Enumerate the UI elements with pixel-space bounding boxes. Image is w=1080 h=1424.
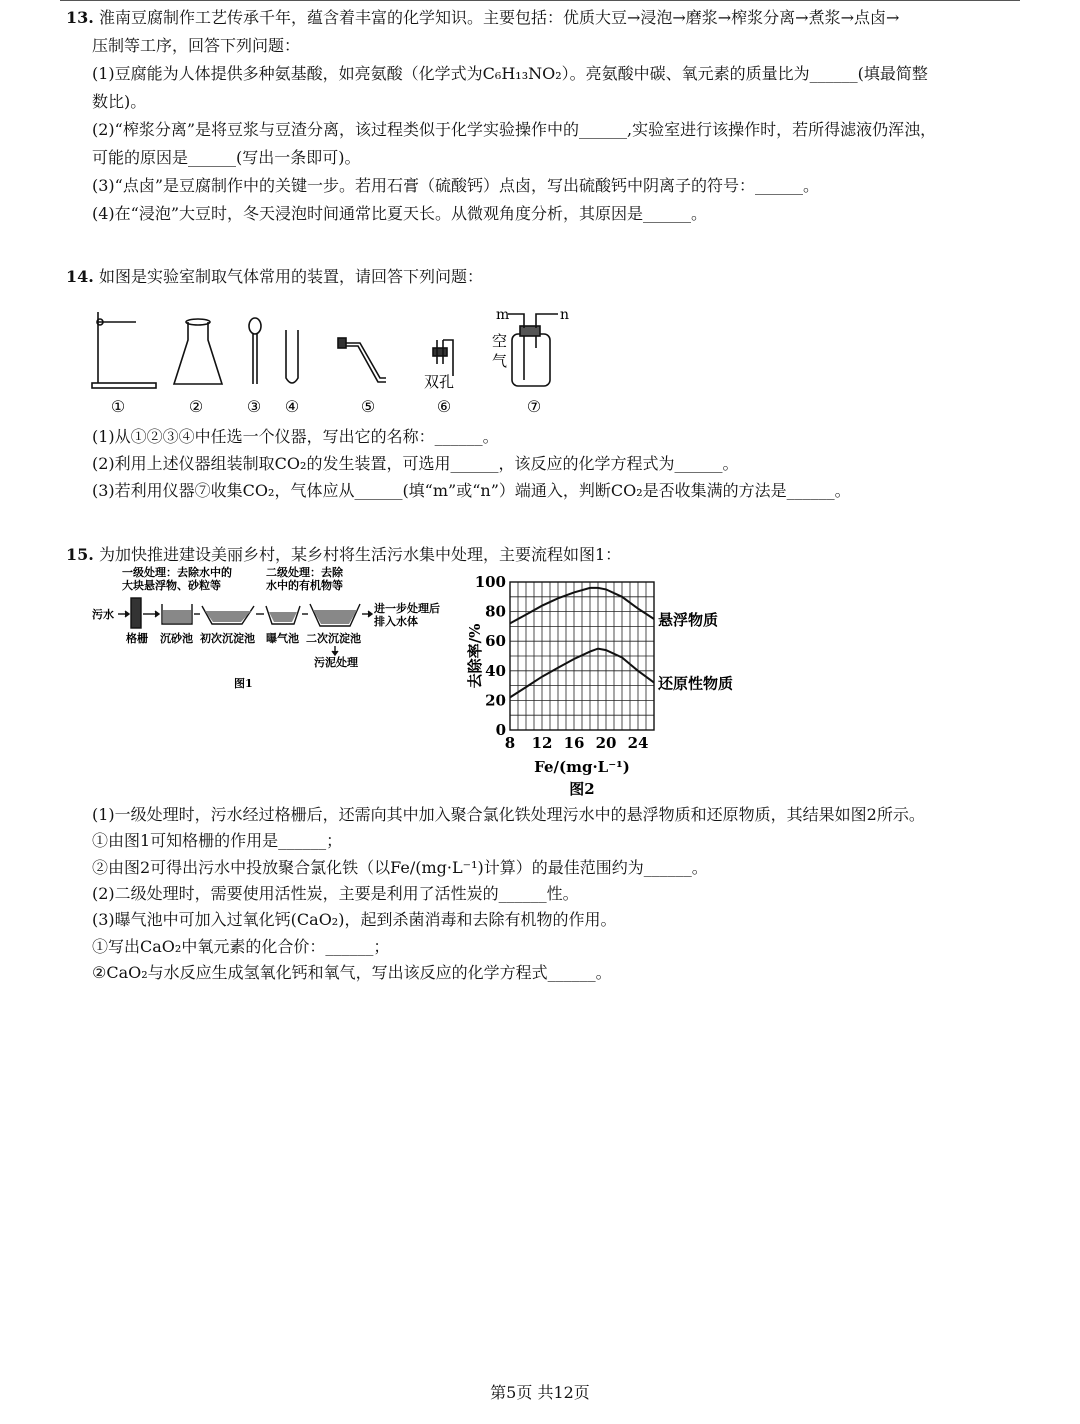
x-axis-label: Fe/(mg·L⁻¹) [534,758,630,776]
q15-part1: (1)一级处理时，污水经过格栅后，还需向其中加入聚合氯化铁处理污水中的悬浮物质和还原物质，其结果如图2所示。 [92,805,925,824]
sewage-label: 污水 [92,608,114,621]
label-7: ⑦ [526,397,542,416]
q13-part2-cont: 可能的原因是______(写出一条即可)。 [92,148,361,167]
output-label-a: 进一步处理后 [374,602,440,615]
lab-apparatus-figure [88,300,578,422]
y-tick-label: 80 [485,602,506,621]
unit-grating: 格栅 [126,632,148,645]
top-rule [60,0,1020,1]
double-hole-stopper-icon [433,340,453,376]
series-label-1: 悬浮物质 [658,611,719,629]
x-tick-label: 24 [627,734,649,752]
test-tube-icon [286,330,298,383]
label-5: ⑤ [360,397,376,416]
q14-stem: 如图是实验室制取气体常用的装置，请回答下列问题： [98,267,483,286]
unit-secondary-sedimentation: 二次沉淀池 [306,632,361,645]
unit-primary-sedimentation: 初次沉淀池 [200,632,255,645]
series-label-2: 还原性物质 [658,674,734,693]
q13-line2: 压制等工序，回答下列问题： [92,36,301,55]
unit-grit-chamber: 沉砂池 [160,632,193,645]
q13-stem: 淮南豆腐制作工艺传承千年，蕴含着丰富的化学知识。主要包括：优质大豆→浸泡→磨浆→榨浆分离→煮浆→点卤→ [98,8,900,27]
label-4: ④ [284,397,300,416]
q13-number: 13. [66,8,94,27]
gas-collecting-bottle-icon [508,314,558,386]
q14-line1 [66,266,483,288]
bent-delivery-tube-icon [338,338,386,382]
treatment-flow-figure-1 [88,566,468,696]
primary-label-b: 大块悬浮物、砂粒等 [122,579,221,592]
q14-number: 14. [66,267,94,286]
q14-part3: (3)若利用仪器⑦收集CO₂，气体应从______(填“m”或“n”）端通入，判断CO₂是否收集满的方法是______。 [92,481,851,500]
x-tick-label: 16 [563,734,585,752]
grating-icon [131,598,141,628]
x-tick-label: 20 [595,734,617,752]
q14-part1: (1)从①②③④中任选一个仪器，写出它的名称：______。 [92,427,499,446]
air-label-2: 气 [492,352,508,370]
y-axis-label: 去除率/% [466,623,484,689]
conical-flask-icon [174,319,222,384]
q15-part1a: ①由图1可知格栅的作用是______； [92,831,343,850]
q13-part2: (2)“榨浆分离”是将豆浆与豆渣分离，该过程类似于化学实验操作中的______,实验室进行该操作时，若所得滤液仍浑浊， [92,120,937,139]
label-2: ② [188,397,204,416]
removal-rate-chart [458,566,758,802]
output-label-b: 排入水体 [374,615,418,628]
air-label-1: 空 [492,332,508,350]
secondary-label-a: 二级处理：去除 [266,566,343,579]
end-n-label: n [560,307,570,323]
q15-number: 15. [66,545,94,564]
q15-part3: (3)曝气池中可加入过氧化钙(CaO₂)，起到杀菌消毒和去除有机物的作用。 [92,910,617,929]
q15-part3a: ①写出CaO₂中氧元素的化合价：______； [92,937,390,956]
q15-part1b: ②由图2可得出污水中投放聚合氯化铁（以Fe/(mg·L⁻¹)计算）的最佳范围约为______。 [92,858,708,877]
label-3: ③ [246,397,262,416]
q13-part4: (4)在“浸泡”大豆时，冬天浸泡时间通常比夏天长。从微观角度分析，其原因是______。 [92,204,708,223]
y-tick-label: 100 [474,573,506,591]
end-m-label: m [496,307,510,323]
q15-part2: (2)二级处理时，需要使用活性炭，主要是利用了活性炭的______性。 [92,884,579,903]
unit-aeration-tank: 曝气池 [266,632,299,645]
q13-part1: (1)豆腐能为人体提供多种氨基酸，如亮氨酸（化学式为C₆H₁₃NO₂）。亮氨酸中碳、氧元素的质量比为______(填最简整 [92,64,928,83]
label-1: ① [110,397,126,416]
q15-part3b: ②CaO₂与水反应生成氢氧化钙和氧气，写出该反应的化学方程式______。 [92,963,612,982]
sludge-label: 污泥处理 [314,656,358,669]
chart-title: 图2 [569,780,595,798]
y-tick-label: 60 [485,632,506,651]
q15-stem: 为加快推进建设美丽乡村，某乡村将生活污水集中处理，主要流程如图1： [98,545,622,564]
q15-line1 [66,544,621,566]
x-tick-label: 8 [504,734,516,752]
double-hole-label: 双孔 [424,373,455,391]
q14-part2: (2)利用上述仪器组装制取CO₂的发生装置，可选用______，该反应的化学方程式为______。 [92,454,739,473]
y-tick-label: 20 [485,691,506,710]
iron-stand-icon [92,312,156,388]
secondary-label-b: 水中的有机物等 [266,579,343,592]
q13-part3: (3)“点卤”是豆腐制作中的关键一步。若用石膏（硫酸钙）点卤，写出硫酸钙中阴离子的符号：______。 [92,176,820,195]
q13-line1 [66,7,899,29]
q13-part1-cont: 数比)。 [92,92,147,111]
y-tick-label: 40 [485,661,506,680]
label-6: ⑥ [436,397,452,416]
y-tick-label: 0 [495,721,506,739]
long-neck-funnel-icon [249,318,261,384]
primary-label-a: 一级处理：去除水中的 [122,566,232,579]
figure-1-caption: 图1 [234,677,253,690]
x-tick-label: 12 [531,734,553,752]
page-footer: 第5页 共12页 [490,1383,590,1402]
